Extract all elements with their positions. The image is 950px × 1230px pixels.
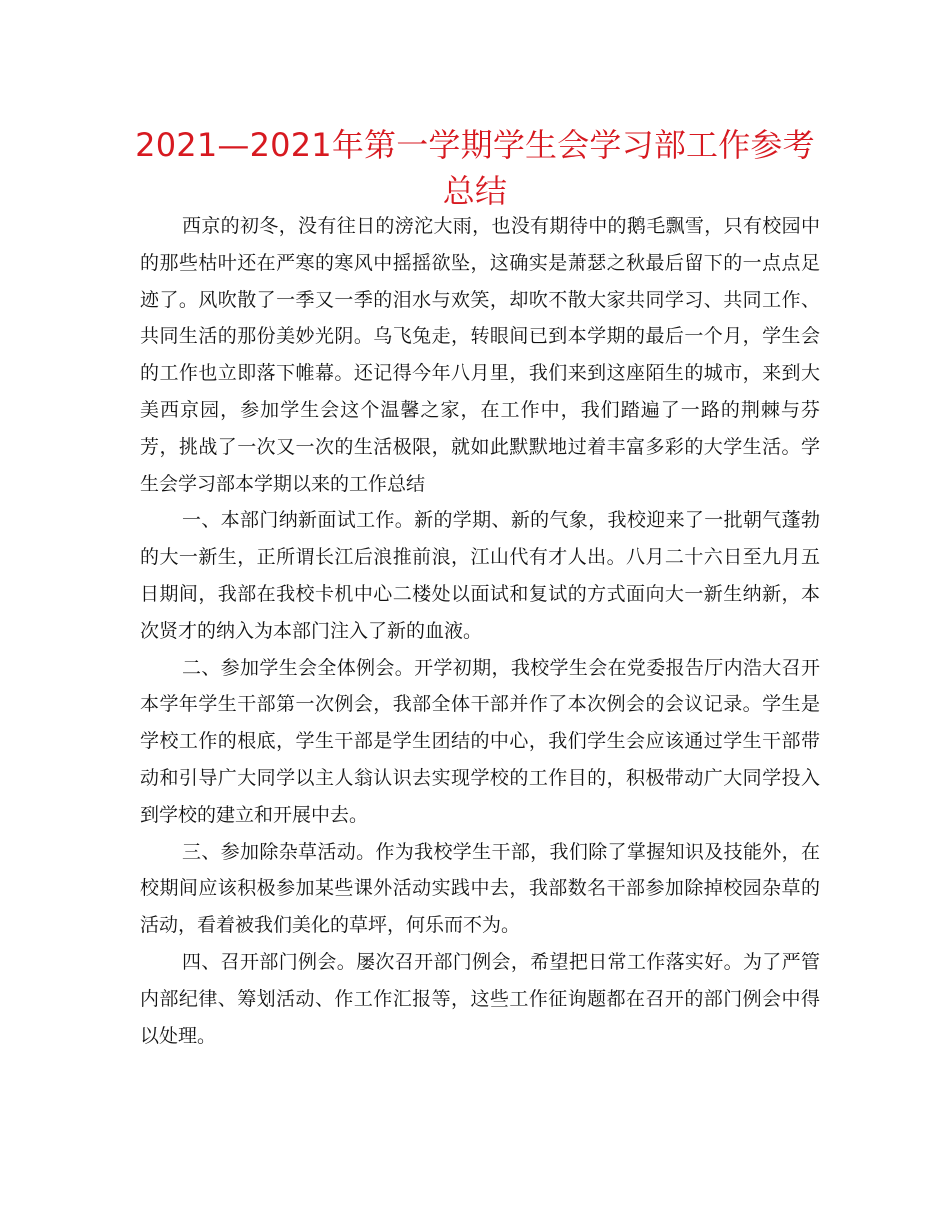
paragraph-recruitment: 一、本部门纳新面试工作。新的学期、新的气象，我校迎来了一批朝气蓬勃的大一新生，正所谓长江后浪推前浪，江山代有才人出。八月二十六日至九月五日期间，我部在我校卡机中心二楼处以面试和复试的方式面向大一新生纳新，本次贤才的纳入为本部门注入了新的血液。 bbox=[140, 509, 820, 642]
paragraph-department-meeting: 四、召开部门例会。屡次召开部门例会，希望把日常工作落实好。为了严管内部纪律、筹划活动、作工作汇报等，这些工作征询题都在召开的部门例会中得以处理。 bbox=[140, 950, 820, 1047]
paragraph-general-meeting: 二、参加学生会全体例会。开学初期，我校学生会在党委报告厅内浩大召开本学年学生干部第一次例会，我部全体干部并作了本次例会的会议记录。学生是学校工作的根底，学生干部是学生团结的中心，我们学生会应该通过学生干部带动和引导广大同学以主人翁认识去实现学校的工作目的，积极带动广大同学投入到学校的建立和开展中去。 bbox=[140, 656, 820, 826]
document-body bbox=[140, 208, 820, 1054]
paragraph-weeding-activity: 三、参加除杂草活动。作为我校学生干部，我们除了掌握知识及技能外，在校期间应该积极参加某些课外活动实践中去，我部数名干部参加除掉校园杂草的活动，看着被我们美化的草坪，何乐而不为。 bbox=[140, 840, 820, 937]
document-title: 2021—2021年第一学期学生会学习部工作参考总结 bbox=[135, 126, 815, 210]
paragraph-intro: 西京的初冬，没有往日的滂沱大雨，也没有期待中的鹅毛飘雪，只有校园中的那些枯叶还在严寒的寒风中摇摇欲坠，这确实是萧瑟之秋最后留下的一点点足迹了。风吹散了一季又一季的泪水与欢笑，却吹不散大家共同学习、共同工作、共同生活的那份美妙光阴。乌飞兔走，转眼间已到本学期的最后一个月，学生会的工作也立即落下帷幕。还记得今年八月里，我们来到这座陌生的城市，来到大美西京园，参加学生会这个温馨之家，在工作中，我们踏遍了一路的荆棘与芬芳，挑战了一次又一次的生活极限，就如此默默地过着丰富多彩的大学生活。学生会学习部本学期以来的工作总结 bbox=[140, 215, 820, 495]
